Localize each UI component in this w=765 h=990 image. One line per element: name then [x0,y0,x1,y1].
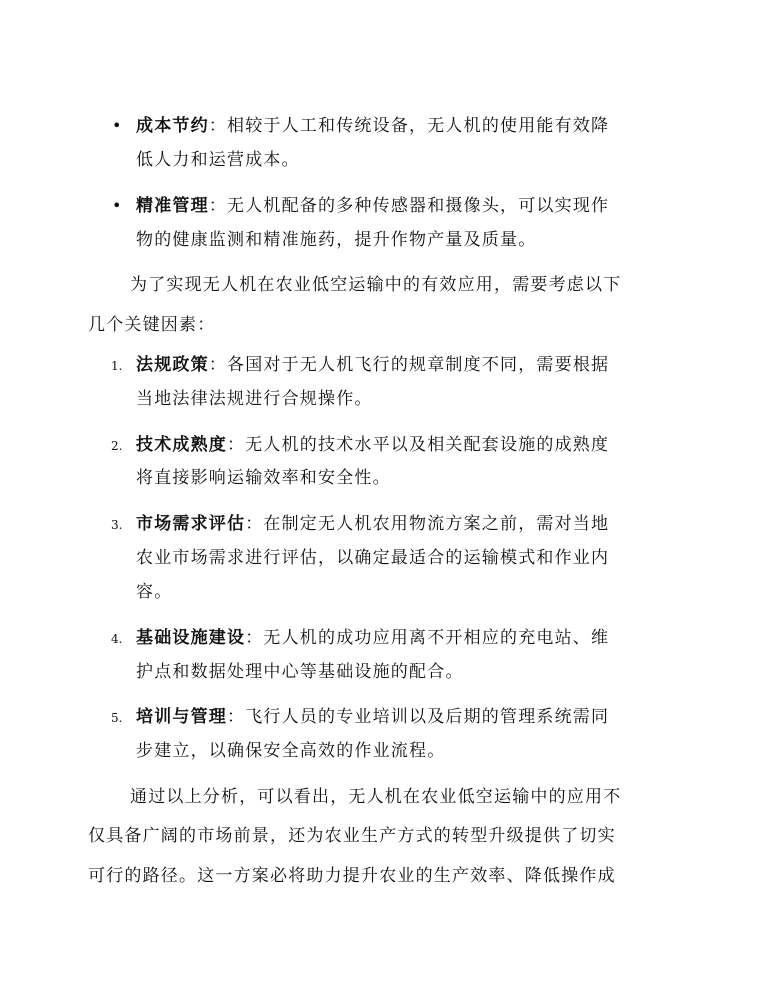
factor-item-continuation: 步建立，以确保安全高效的作业流程。 [136,741,446,761]
bullet-marker: • [112,116,123,135]
conclusion-paragraph-line: 可行的路径。这一方案必将助力提升农业的生产效率、降低操作成 [88,866,616,886]
intro-paragraph-line: 为了实现无人机在农业低空运输中的有效应用，需要考虑以下 [130,275,622,295]
conclusion-paragraph-line: 通过以上分析，可以看出，无人机在农业低空运输中的应用不 [130,787,622,807]
factor-item-continuation: 容。 [136,582,173,602]
list-number: 1. [111,359,123,373]
bullet-item-cost-saving: 成本节约：相较于人工和传统设备，无人机的使用能有效降 [136,116,610,136]
factor-term: 法规政策 [136,355,209,375]
bullet-term: 精准管理 [136,196,209,216]
factor-item-tech-maturity: 技术成熟度：无人机的技术水平以及相关配套设施的成熟度 [136,435,610,455]
factor-term: 基础设施建设 [136,628,246,648]
bullet-item-precision-management: 精准管理：无人机配备的多种传感器和摄像头，可以实现作 [136,196,610,216]
factor-item-continuation: 护点和数据处理中心等基础设施的配合。 [136,662,464,682]
list-number: 4. [111,632,123,646]
bullet-term: 成本节约 [136,116,209,136]
factor-item-regulations: 法规政策：各国对于无人机飞行的规章制度不同，需要根据 [136,355,610,375]
factor-item-continuation: 将直接影响运输效率和安全性。 [136,468,391,488]
factor-item-continuation: 农业市场需求进行评估，以确定最适合的运输模式和作业内 [136,548,610,568]
bullet-item-continuation: 物的健康监测和精准施药，提升作物产量及质量。 [136,230,537,250]
factor-item-infrastructure: 基础设施建设：无人机的成功应用离不开相应的充电站、维 [136,628,610,648]
bullet-marker: • [112,196,123,215]
factor-term: 技术成熟度 [136,435,227,455]
bullet-item-continuation: 低人力和运营成本。 [136,150,300,170]
factor-item-market-demand: 市场需求评估：在制定无人机农用物流方案之前，需对当地 [136,514,610,534]
list-number: 3. [111,518,123,532]
factor-term: 市场需求评估 [136,514,246,534]
conclusion-paragraph-line: 仅具备广阔的市场前景，还为农业生产方式的转型升级提供了切实 [88,826,616,846]
intro-paragraph-line: 几个关键因素： [88,315,216,335]
factor-term: 培训与管理 [136,707,227,727]
list-number: 5. [111,711,123,725]
factor-item-continuation: 当地法律法规进行合规操作。 [136,389,373,409]
list-number: 2. [111,439,123,453]
factor-item-training: 培训与管理：飞行人员的专业培训以及后期的管理系统需同 [136,707,610,727]
